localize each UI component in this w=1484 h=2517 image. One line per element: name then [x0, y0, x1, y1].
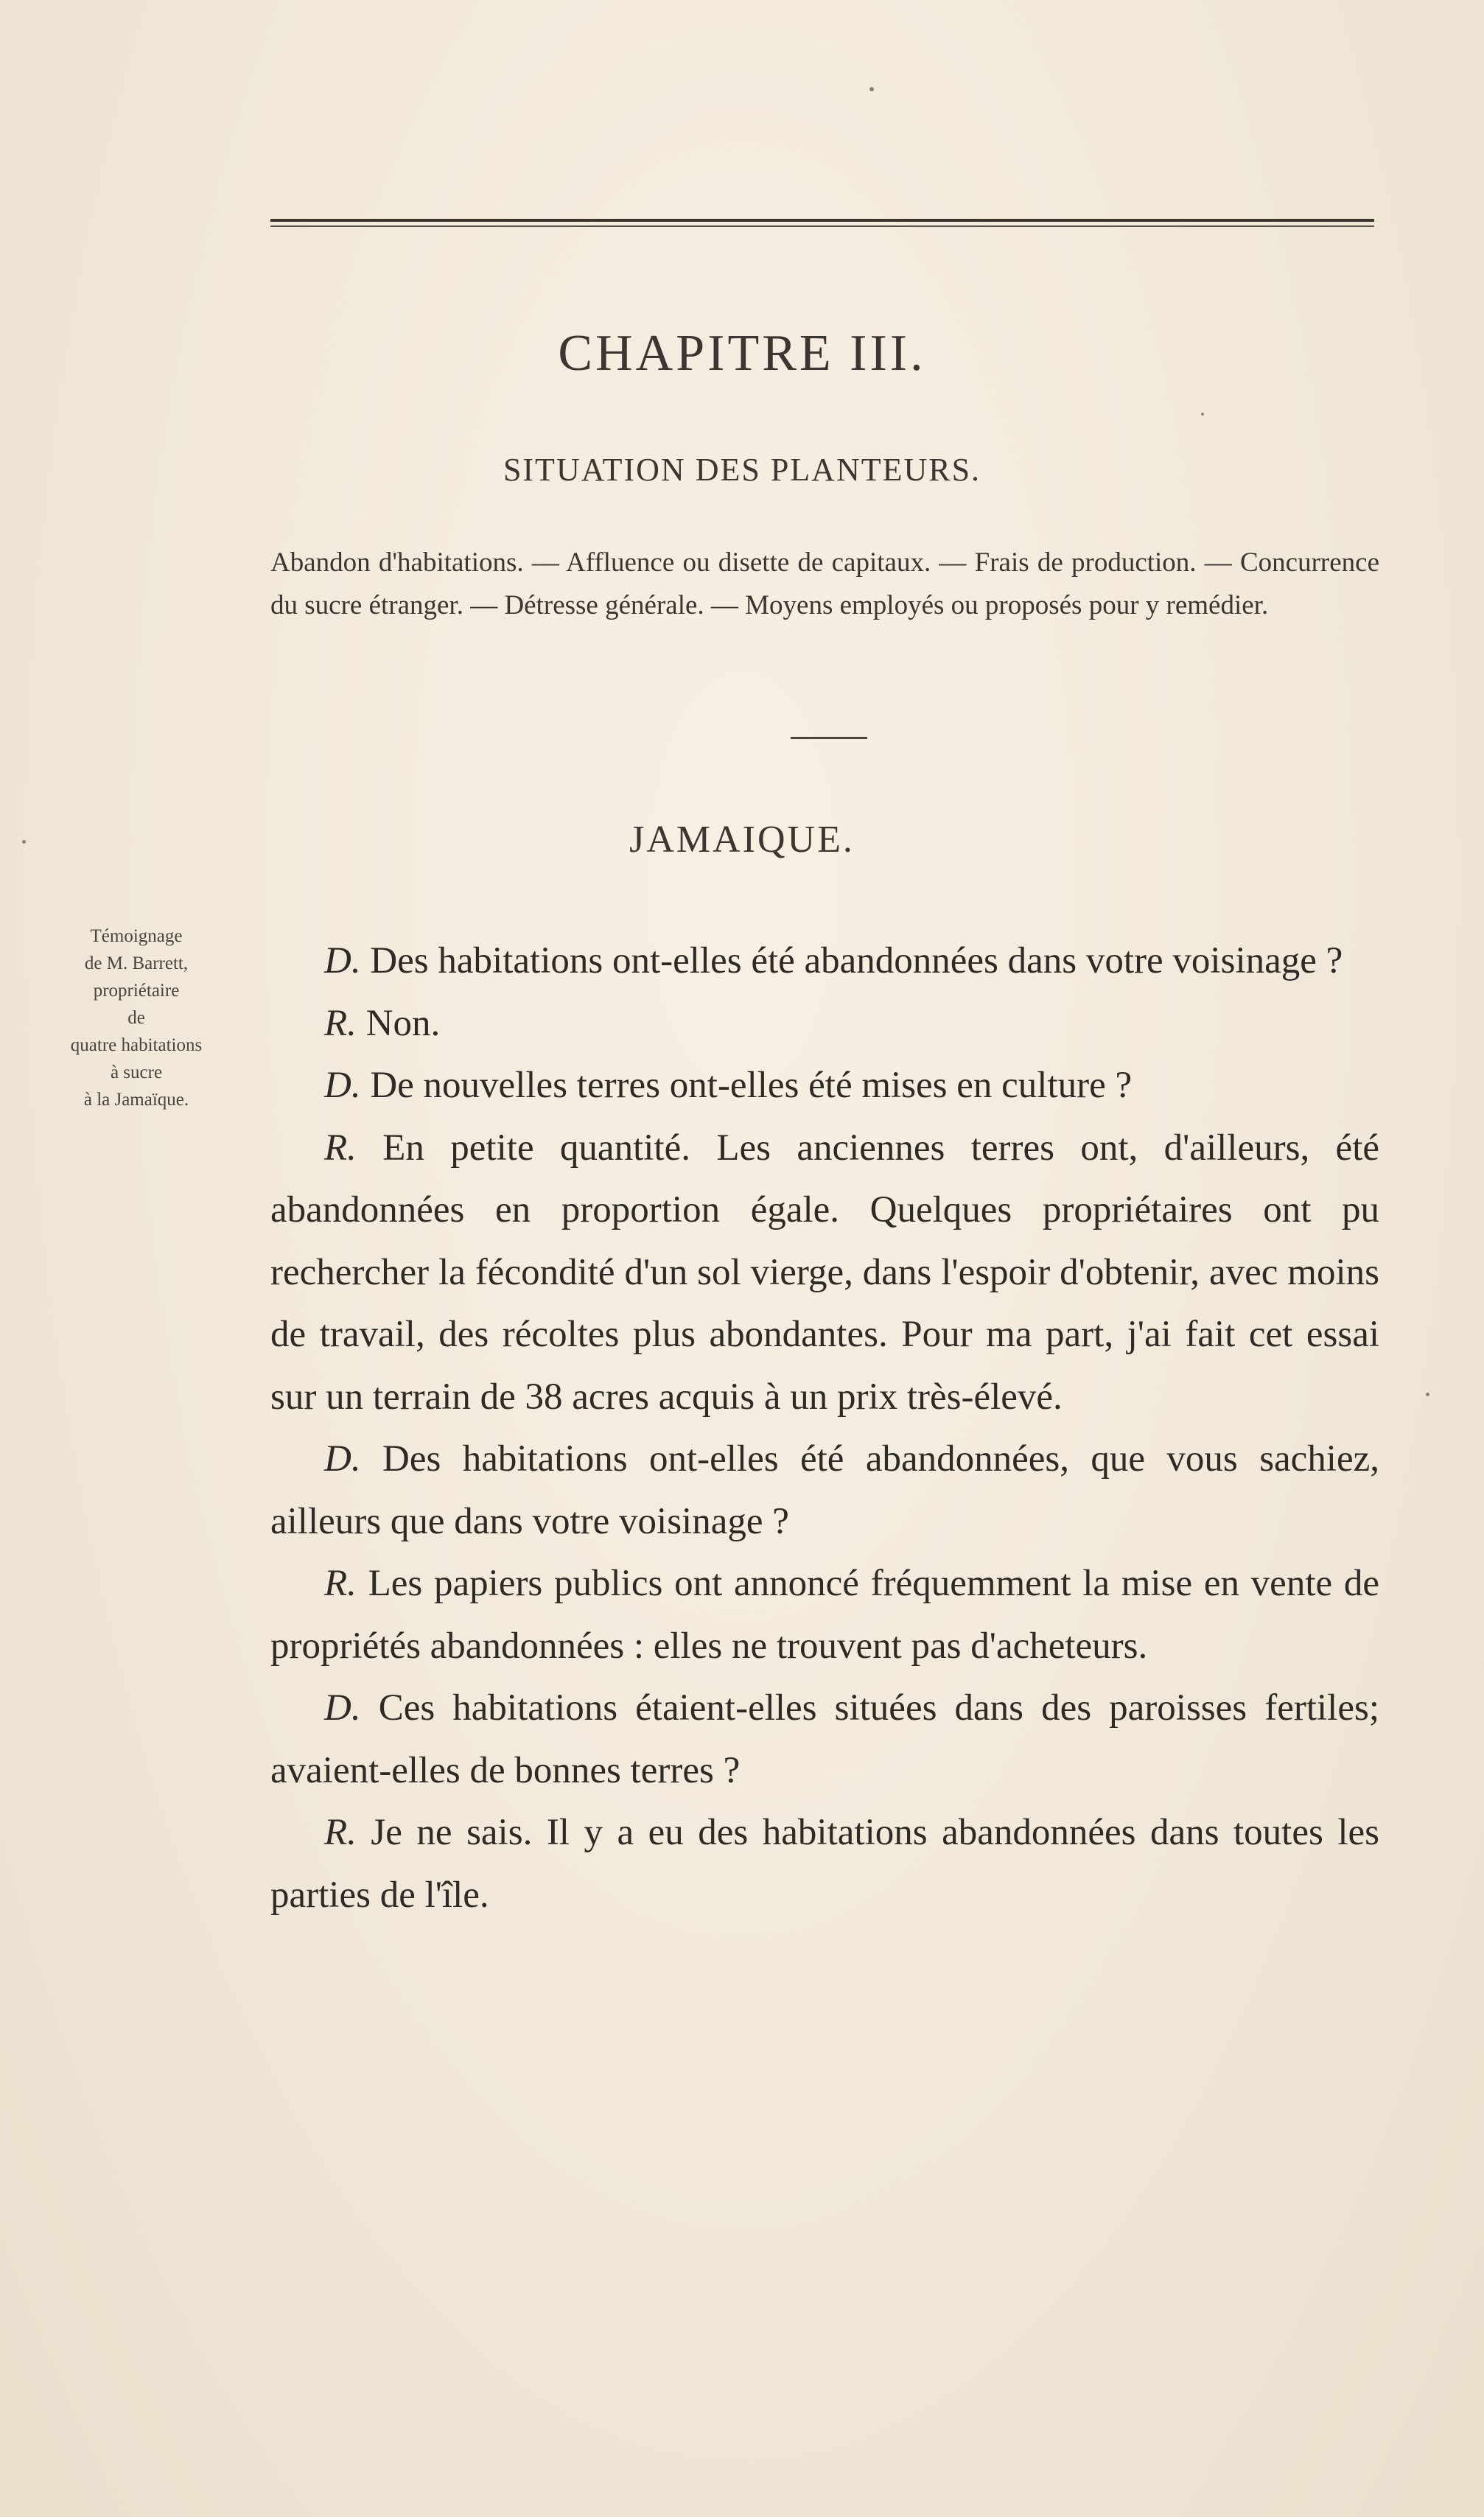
margin-note — [29, 923, 243, 1113]
margin-note-line: Témoignage — [90, 926, 183, 946]
question-label: D. — [324, 1687, 361, 1729]
answer-text: Je ne sais. Il y a eu des habitations abandonnées dans toutes les parties de l'île. — [270, 1812, 1379, 1916]
paper-speck — [1426, 1393, 1429, 1396]
answer-text: Les papiers publics ont annoncé fréquemment la mise en vente de propriétés abandonnées : elles ne trouvent pas d'acheteurs. — [270, 1563, 1379, 1667]
paper-speck — [1201, 413, 1204, 416]
chapter-subtitle: SITUATION DES PLANTEURS. — [503, 452, 981, 488]
answer-label: R. — [324, 1812, 357, 1853]
question-paragraph — [270, 1677, 1379, 1802]
answer-label: R. — [324, 1002, 357, 1044]
paper-speck — [22, 840, 26, 844]
answer-paragraph — [270, 1552, 1379, 1677]
answer-text: Non. — [365, 1002, 441, 1044]
question-text: Des habitations ont-elles été abandonnées, que vous sachiez, ailleurs que dans votre voisinage ? — [270, 1438, 1380, 1542]
margin-note-line: propriétaire — [93, 981, 180, 1001]
margin-note-line: quatre habitations — [70, 1035, 203, 1055]
answer-paragraph — [270, 993, 1379, 1055]
question-text: De nouvelles terres ont-elles été mises en culture ? — [370, 1065, 1133, 1106]
answer-paragraph — [270, 1802, 1379, 1926]
question-label: D. — [324, 1065, 361, 1106]
paper-speck — [869, 87, 874, 91]
question-paragraph — [270, 1054, 1379, 1117]
answer-text: En petite quantité. Les anciennes terres ont, d'ailleurs, été abandonnées en proportion égale. Quelques propriétaires ont pu rechercher la fécondité d'un sol vierge, dans l'espoir d'obtenir, avec moins de travail, des récoltes plus abondantes. Pour ma part, j'ai fait cet essai sur un terrain de 38 acres acquis à un prix très-élevé. — [270, 1127, 1379, 1418]
margin-note-line: à la Jamaïque. — [83, 1090, 189, 1110]
answer-label: R. — [324, 1563, 357, 1604]
question-label: D. — [324, 1438, 361, 1480]
question-paragraph — [270, 1428, 1379, 1552]
margin-note-line: de M. Barrett, — [84, 953, 189, 973]
answer-paragraph — [270, 1117, 1379, 1429]
chapter-title: CHAPITRE III. — [558, 325, 926, 382]
question-paragraph — [270, 930, 1379, 993]
interview-text — [270, 930, 1379, 1926]
question-text: Ces habitations étaient-elles situées dans des paroisses fertiles; avaient-elles de bonnes terres ? — [270, 1687, 1379, 1791]
question-text: Des habitations ont-elles été abandonnées dans votre voisinage ? — [370, 940, 1343, 981]
chapter-summary: Abandon d'habitations. — Affluence ou disette de capitaux. — Frais de production. — Concurrence du sucre étranger. — Détresse générale. — Moyens employés ou proposés pour y remédier. — [270, 547, 1379, 620]
answer-label: R. — [324, 1127, 357, 1169]
question-label: D. — [324, 940, 361, 981]
margin-note-line: de — [127, 1008, 145, 1028]
margin-note-line: à sucre — [110, 1063, 163, 1082]
header-double-rule — [270, 219, 1374, 222]
header-double-rule-thin — [270, 225, 1374, 227]
section-title: JAMAIQUE. — [629, 819, 855, 861]
section-divider — [791, 737, 867, 739]
